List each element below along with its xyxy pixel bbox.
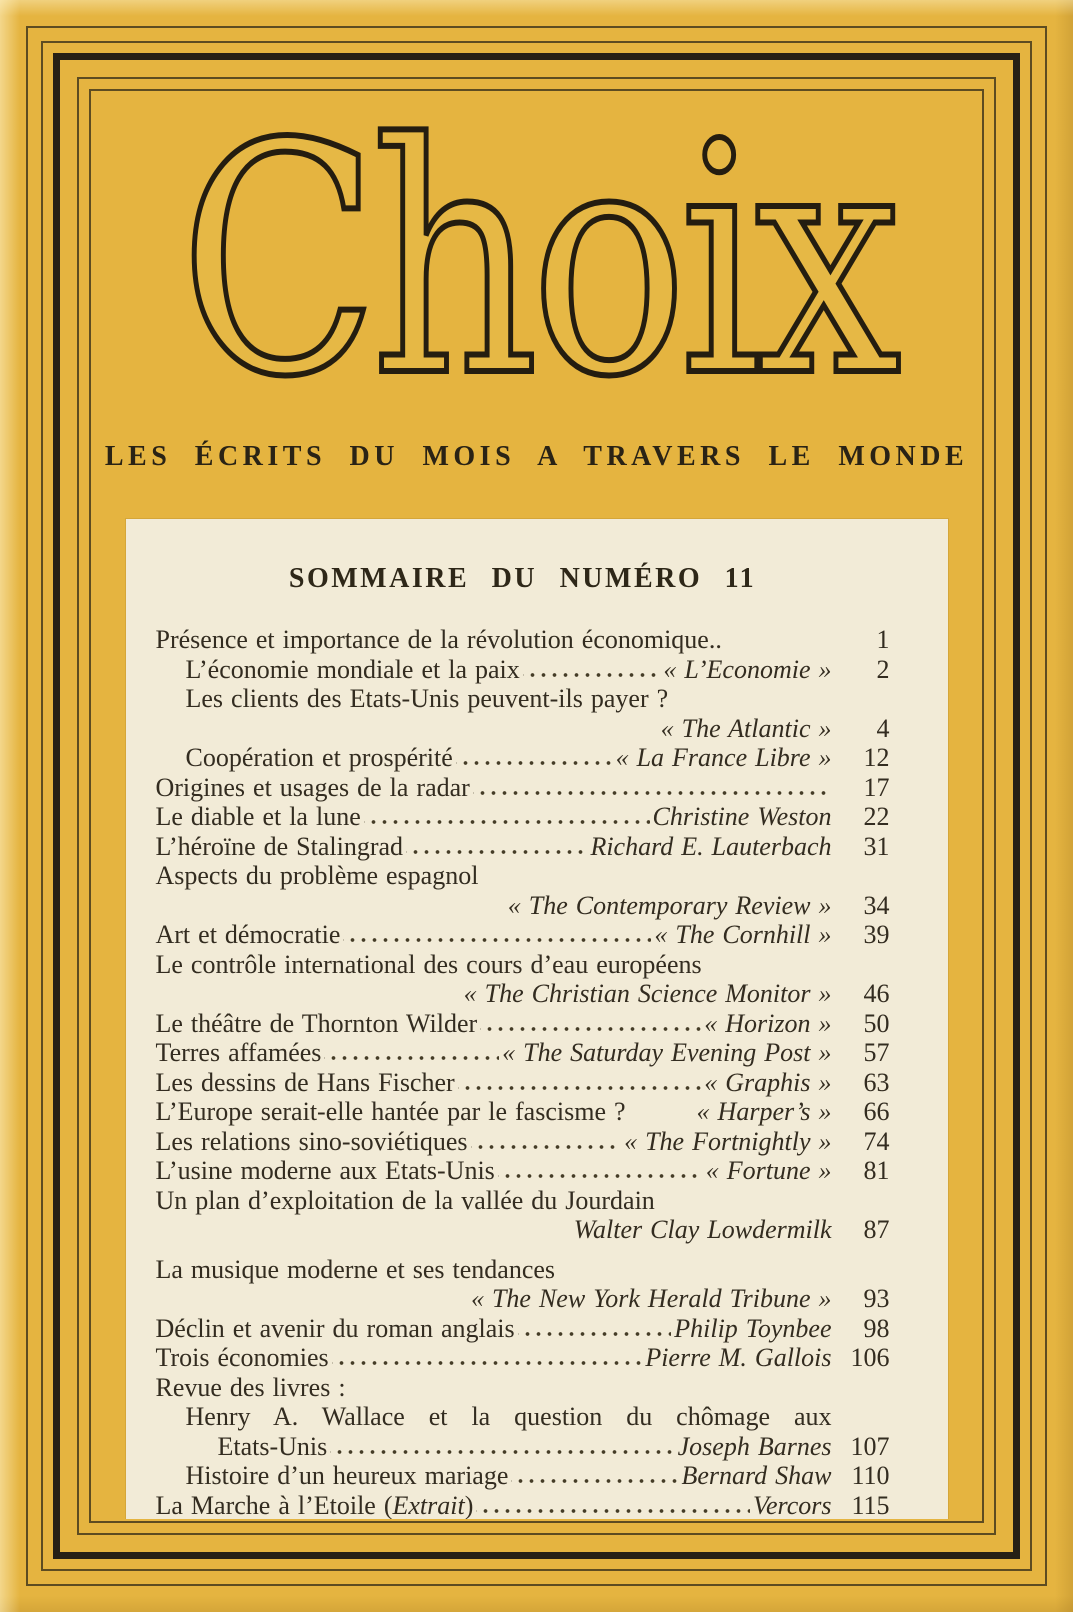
toc-entry xyxy=(156,979,890,1009)
magazine-title: Choix xyxy=(179,93,894,446)
entry-page: 34 xyxy=(863,890,890,920)
toc-entry xyxy=(156,1432,890,1462)
frame-rule-outer xyxy=(26,26,1047,1586)
entry-text xyxy=(156,1009,832,1039)
leader-dots xyxy=(511,1478,678,1484)
entry-page: 57 xyxy=(863,1038,890,1067)
entry-title-segment: Terres affamées xyxy=(155,1038,322,1067)
entry-page: 1 xyxy=(876,625,890,654)
leader-dots xyxy=(473,790,829,796)
entry-text xyxy=(156,950,832,980)
entry-text xyxy=(156,891,832,921)
entry-page: 74 xyxy=(863,1126,890,1156)
entry-title-segment: Trois économies xyxy=(155,1343,329,1372)
entry-source: Pierre M. Gallois xyxy=(645,1343,832,1372)
cover-interior xyxy=(93,93,980,1519)
entry-text xyxy=(156,773,832,803)
entry-text xyxy=(156,979,832,1009)
frame-rule-inner xyxy=(89,89,984,1523)
entry-title-segment: Présence et importance de la révolution économique.. xyxy=(155,625,722,654)
entry-text xyxy=(156,802,832,832)
entry-text xyxy=(156,625,832,655)
entry-text xyxy=(156,1127,832,1157)
entry-page: 106 xyxy=(850,1343,890,1372)
entry-source: « L’Economie » xyxy=(663,654,832,684)
entry-source: « The Fortnightly » xyxy=(624,1126,832,1156)
entry-source: « The Christian Science Monitor » xyxy=(463,979,832,1008)
entry-source: « The New York Herald Tribune » xyxy=(470,1284,832,1313)
toc-entry xyxy=(156,1461,890,1491)
entry-source: Philip Toynbee xyxy=(674,1313,832,1343)
toc-entry xyxy=(156,1373,890,1403)
entry-title-segment: L’économie mondiale et la paix xyxy=(185,654,520,684)
toc-entry xyxy=(156,714,890,744)
entry-page: 50 xyxy=(863,1008,890,1038)
entry-page: 110 xyxy=(851,1461,890,1490)
entry-text xyxy=(156,714,832,744)
leader-dots xyxy=(330,1449,674,1455)
entry-title-segment: L’héroïne de Stalingrad xyxy=(155,831,404,861)
entry-text xyxy=(156,1373,832,1403)
entry-source: Walter Clay Lowdermilk xyxy=(573,1215,832,1244)
frame-rule-4 xyxy=(77,77,996,1535)
leader-dots xyxy=(456,760,613,766)
entry-text xyxy=(156,861,832,891)
entry-title-segment: ) xyxy=(464,1490,474,1519)
toc-entry xyxy=(156,1186,890,1216)
entry-text xyxy=(156,1068,832,1098)
toc-entry xyxy=(156,891,890,921)
entry-source: Vercors xyxy=(753,1490,832,1519)
toc-list xyxy=(156,625,890,1519)
entry-text xyxy=(156,1215,832,1245)
entry-page: 39 xyxy=(863,920,890,949)
leader-dots xyxy=(480,1026,701,1032)
entry-title-segment: Les relations sino-soviétiques xyxy=(155,1126,468,1156)
toc-entry xyxy=(156,950,890,980)
toc-entry xyxy=(156,1215,890,1245)
toc-entry xyxy=(156,832,890,862)
entry-page: 31 xyxy=(863,831,890,861)
entry-page: 107 xyxy=(850,1431,890,1461)
entry-text xyxy=(156,1491,832,1520)
toc-entry xyxy=(156,802,890,832)
toc-entry xyxy=(156,1009,890,1039)
entry-page: 22 xyxy=(863,802,890,831)
entry-text xyxy=(156,1432,832,1462)
leader-dots xyxy=(476,1508,750,1514)
entry-source: Joseph Barnes xyxy=(677,1431,832,1461)
entry-source: « Graphis » xyxy=(704,1067,832,1097)
entry-text xyxy=(156,743,832,773)
entry-source: « La France Libre » xyxy=(615,743,832,772)
leader-dots xyxy=(343,937,651,943)
entry-title-segment: Les clients des Etats-Unis peuvent-ils payer ? xyxy=(185,684,669,713)
entry-source: « The Cornhill » xyxy=(654,920,832,949)
entry-title-segment: Histoire d’un heureux mariage xyxy=(185,1461,509,1490)
entry-page: 2 xyxy=(876,654,890,684)
entry-title-segment: La musique moderne et ses tendances xyxy=(155,1254,556,1284)
toc-entry xyxy=(156,1402,890,1432)
frame-rule-thick xyxy=(53,53,1020,1559)
entry-title-segment: Aspects du problème espagnol xyxy=(155,861,479,890)
entry-source: « Horizon » xyxy=(704,1008,832,1038)
toc-entry xyxy=(156,861,890,891)
entry-page: 12 xyxy=(863,743,890,772)
sommaire-heading: SOMMAIRE DU NUMÉRO 11 xyxy=(288,563,757,594)
entry-source: « The Contemporary Review » xyxy=(507,890,832,920)
toc-entry xyxy=(156,1314,890,1344)
entry-text xyxy=(156,920,832,950)
toc-entry xyxy=(156,1284,890,1314)
entry-source: Richard E. Lauterbach xyxy=(590,831,832,861)
entry-text xyxy=(156,1156,832,1186)
entry-page: 81 xyxy=(863,1156,890,1185)
toc-entry xyxy=(156,625,890,655)
entry-title-segment: Art et démocratie xyxy=(155,920,341,949)
toc-entry xyxy=(156,773,890,803)
entry-title-segment: La Marche à l’Etoile ( xyxy=(155,1490,393,1519)
entry-text xyxy=(156,1402,832,1432)
entry-source: « Fortune » xyxy=(705,1156,832,1185)
toc-entry xyxy=(156,1491,890,1520)
leader-dots xyxy=(498,1173,703,1179)
entry-text xyxy=(156,832,832,862)
toc-entry xyxy=(156,684,890,714)
entry-text xyxy=(156,1097,832,1127)
toc-entry xyxy=(156,1127,890,1157)
entry-text xyxy=(156,1284,832,1314)
leader-dots xyxy=(406,849,587,855)
toc-entry xyxy=(156,655,890,685)
entry-page: 46 xyxy=(863,979,890,1008)
toc-entry xyxy=(156,1097,890,1127)
entry-page: 63 xyxy=(863,1067,890,1097)
entry-title-segment: Un plan d’exploitation de la vallée du Jourdain xyxy=(155,1185,655,1215)
entry-title-segment: Le théâtre de Thornton Wilder xyxy=(155,1008,478,1038)
sommaire-panel xyxy=(126,519,948,1519)
entry-page: 17 xyxy=(863,772,890,802)
entry-source: Christine Weston xyxy=(652,802,832,831)
toc-entry xyxy=(156,920,890,950)
entry-title-segment: L’usine moderne aux Etats-Unis xyxy=(155,1156,495,1185)
entry-text xyxy=(156,684,832,714)
toc-entry xyxy=(156,1038,890,1068)
entry-text xyxy=(156,1186,832,1216)
leader-dots xyxy=(332,1360,643,1366)
leader-dots xyxy=(471,1144,622,1150)
entry-page: 4 xyxy=(876,713,890,743)
entry-text xyxy=(156,1038,832,1068)
leader-dots xyxy=(518,1331,672,1337)
magazine-subtitle: LES ÉCRITS DU MOIS A TRAVERS LE MONDE xyxy=(104,441,969,472)
entry-page: 115 xyxy=(851,1490,890,1519)
entry-title-segment: L’Europe serait-elle hantée par le fascisme ? xyxy=(155,1097,626,1126)
entry-text xyxy=(156,1255,832,1285)
leader-dots xyxy=(523,672,661,678)
entry-title-segment: Revue des livres : xyxy=(155,1372,346,1402)
entry-text xyxy=(156,1343,832,1373)
entry-page: 98 xyxy=(863,1313,890,1343)
leader-dots xyxy=(458,1085,702,1091)
entry-page: 87 xyxy=(863,1215,890,1244)
entry-source: Bernard Shaw xyxy=(681,1461,832,1490)
toc-entry xyxy=(156,1068,890,1098)
entry-text xyxy=(156,1461,832,1491)
entry-title-segment: Henry A. Wallace et la question du chômage aux xyxy=(185,1402,832,1431)
entry-source: « The Atlantic » xyxy=(660,713,832,743)
leader-dots xyxy=(364,819,650,825)
entry-page: 93 xyxy=(863,1284,890,1313)
entry-title-segment: Coopération et prospérité xyxy=(185,743,453,772)
entry-text xyxy=(156,1314,832,1344)
entry-page: 66 xyxy=(863,1097,890,1126)
entry-source: « Harper’s » xyxy=(696,1097,832,1126)
entry-title-segment: Extrait xyxy=(392,1490,465,1519)
entry-title-segment: Les dessins de Hans Fischer xyxy=(155,1067,455,1097)
toc-entry xyxy=(156,743,890,773)
entry-title-segment: Déclin et avenir du roman anglais xyxy=(155,1313,515,1343)
frame-rule-2 xyxy=(41,41,1032,1571)
entry-title-segment: Le contrôle international des cours d’eau européens xyxy=(155,949,702,979)
entry-title-segment: Le diable et la lune xyxy=(155,802,361,831)
leader-dots xyxy=(324,1055,499,1061)
toc-entry xyxy=(156,1156,890,1186)
entry-source: « The Saturday Evening Post » xyxy=(502,1038,832,1067)
entry-text xyxy=(156,655,832,685)
toc-entry xyxy=(156,1255,890,1285)
toc-entry xyxy=(156,1343,890,1373)
entry-title-segment: Origines et usages de la radar xyxy=(155,772,470,802)
entry-title-segment: Etats-Unis xyxy=(217,1431,328,1461)
